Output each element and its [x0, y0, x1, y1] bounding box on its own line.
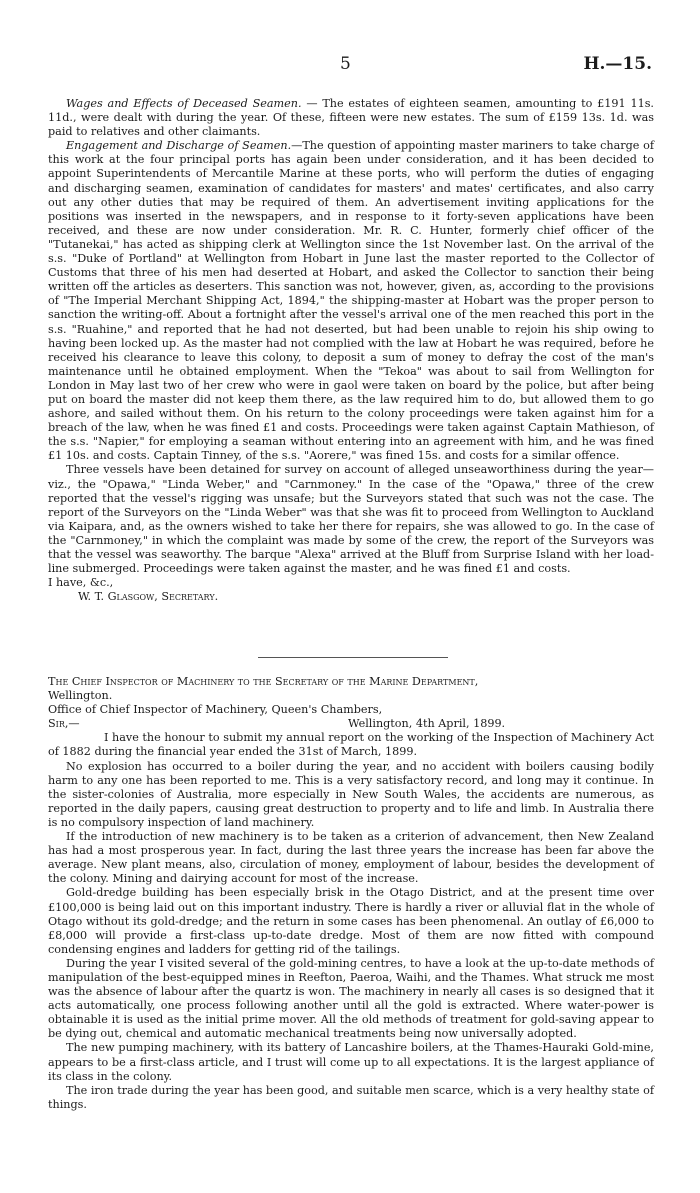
page-number: 5: [340, 54, 351, 74]
paragraph-text: — The estates of eighteen seamen, amounting to £191 11s. 11d., were dealt with during the year. Of these, fifteen were new estates. The sum of £159 13s. 1d. was paid to relatives and other claimants.: [48, 97, 654, 139]
closing: I have, &c.,: [48, 576, 114, 590]
paragraph-pumping-machinery: The new pumping machinery, with its battery of Lancashire boilers, at the Thames-Hauraki Gold-mine, appears to be a first-class article, and I trust will come up to all expectations. It is the largest appliance of its class in the colony.: [48, 1041, 654, 1083]
sender-address: Office of Chief Inspector of Machinery, Queen's Chambers,: [48, 703, 383, 717]
paragraph-text: —The question of appointing master mariners to take charge of this work at the four principal ports has again been under consideration, and it has been decided to appoint Superintendents of Mercantile Marine at these ports, who will perform the duties of engaging and discharging seamen, examination of candidates for masters' and mates' certificates, and also carry out any other duties that may be required of them. An advertisement inviting applications for the positions was inserted in the newspapers, and in response to it forty-seven applications have been received, and these are now under consideration. Mr. R. C. Hunter, formerly chief officer of the "Tutanekai," has acted as shipping clerk at Wellington since the 1st November last. On the arrival of the s.s. "Duke of Portland" at Wellington from Hobart in June last the master reported to the Collector of Customs that three of his men had deserted at Hobart, and asked the Collector to sanction their being written off the articles as deserters. This sanction was not, however, given, as, according to the provisions of "The Imperial Merchant Shipping Act, 1894," the shipping-master at Hobart was the proper person to sanction the writing-off. About a fortnight after the vessel's arrival one of the men reached this port in the s.s. "Ruahine," and reported that he had not deserted, but had been unable to rejoin his ship owing to having been locked up. As the master had not complied with the law at Hobart he was required, before he received his clearance to leave this colony, to deposit a sum of money to defray the cost of the man's maintenance until he obtained employment. When the "Tekoa" was about to sail from Wellington for London in May last two of her crew who were in gaol were taken on board by the police, but after being put on board the master did not keep them there, as the law required him to do, but allowed them to go ashore, and sailed without them. On his return to the colony proceedings were taken against him for a breach of the law, when he was fined £1 and costs. Proceedings were taken against Captain Mathieson, of the s.s. "Napier," for employing a seaman without entering into an agreement with him, and he was fined £1 10s. and costs. Captain Tinney, of the s.s. "Aorere," was fined 15s. and costs for a similar offence.: [48, 139, 654, 463]
paragraph-new-machinery: If the introduction of new machinery is to be taken as a criterion of advancement, then New Zealand has had a most prosperous year. In fact, during the last three years the increase has been far above the average. New plant means, also, circulation of money, employment of labour, besides the development of the colony. Mining and dairying account for most of the increase.: [48, 830, 654, 886]
document-reference: H.—15.: [583, 54, 652, 74]
paragraph-wages: [48, 97, 654, 139]
letter-heading: The Chief Inspector of Machinery to the Secretary of the Marine Department,: [48, 675, 479, 688]
paragraph-engagement: [48, 139, 654, 463]
letter-heading-place: Wellington.: [48, 689, 113, 703]
paragraph-iron-trade: The iron trade during the year has been good, and suitable men scarce, which is a very healthy state of things.: [48, 1083, 654, 1111]
paragraph-heading: Engagement and Discharge of Seamen.: [66, 139, 292, 153]
letter-date: Wellington, 4th April, 1899.: [348, 717, 506, 731]
salutation: Sir,—: [48, 717, 80, 731]
salutation-line: [48, 717, 654, 731]
paragraph-detained-vessels: Three vessels have been detained for survey on account of alleged unseaworthiness during the year—viz., the "Opawa," "Linda Weber," and "Carnmoney." In the case of the "Opawa," three of the crew reported that the vessel's rigging was unsafe; but the Surveyors stated that such was not the case. The report of the Surveyors on the "Linda Weber" was that she was fit to proceed from Wellington to Auckland via Kaipara, and, as the owners wished to take her there for repairs, she was allowed to go. In the case of the "Carnmoney," in which the complaint was made by some of the crew, the report of the Surveyors was that the vessel was seaworthy. The barque "Alexa" arrived at the Bluff from Surprise Island with her load-line submerged. Proceedings were taken against the master, and he was fined £1 and costs.: [48, 463, 654, 576]
secretary-report-section: [48, 97, 654, 604]
machinery-report-section: [48, 675, 654, 1112]
paragraph-gold-dredges: Gold-dredge building has been especially brisk in the Otago District, and at the present time over £100,000 is being laid out on this important industry. There is hardly a river or alluvial flat in the whole of Otago without its gold-dredge; and the return in some cases has been phenomenal. An outlay of £6,000 to £8,000 will provide a first-class up-to-date dredge. Most of them are now fitted with compound condensing engines and ladders for getting rid of the tailings.: [48, 886, 654, 956]
signature: W. T. Glasgow, Secretary.: [78, 590, 219, 604]
section-divider: [258, 657, 448, 658]
paragraph-gold-mining: During the year I visited several of the gold-mining centres, to have a look at the up-to-date methods of manipulation of the best-equipped mines in Reefton, Paeroa, Waihi, and the Thames. What struck me most was the absence of labour after the quartz is won. The machinery in nearly all cases is so designed that it acts automatically, one process following another until all the gold is extracted. Where water-power is obtainable it is used as the initial prime mover. All the old methods of treatment for gold-saving appear to be dying out, chemical and automatic mechanical treatments being now universally adopted.: [48, 956, 654, 1041]
signature-line: [48, 590, 654, 604]
paragraph-boilers: No explosion has occurred to a boiler during the year, and no accident with boilers causing bodily harm to any one has been reported to me. This is a very satisfactory record, and long may it continue. In the sister-colonies of Australia, more especially in New South Wales, the accidents are numerous, as reported in the daily papers, causing great destruction to property and to life and limb. In Australia there is no compulsory inspection of land machinery.: [48, 759, 654, 829]
paragraph-heading: Wages and Effects of Deceased Seamen.: [66, 97, 302, 110]
paragraph-intro: I have the honour to submit my annual report on the working of the Inspection of Machinery Act of 1882 during the financial year ended the 31st of March, 1899.: [48, 731, 654, 759]
